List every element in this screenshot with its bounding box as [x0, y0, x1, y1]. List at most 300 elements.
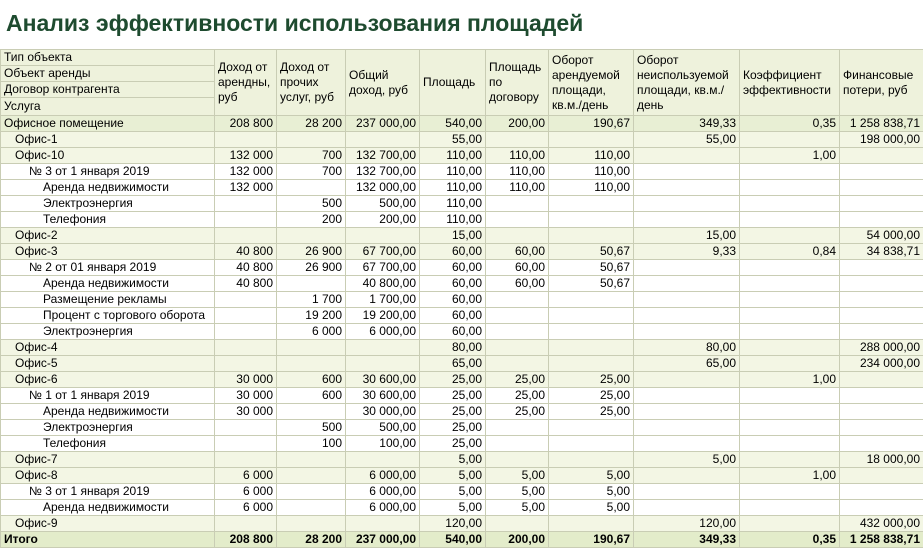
cell-losses — [840, 212, 923, 228]
cell-turnover-unused — [634, 164, 740, 180]
cell-turnover-rented: 110,00 — [549, 148, 634, 164]
cell-other — [277, 404, 346, 420]
cell-turnover-rented: 50,67 — [549, 260, 634, 276]
header-other-income[interactable]: Доход от прочих услуг, руб — [277, 50, 346, 116]
total-income: 237 000,00 — [346, 532, 420, 548]
cell-total: 6 000,00 — [346, 484, 420, 500]
cell-turnover-rented: 110,00 — [549, 180, 634, 196]
cell-turnover-rented — [549, 196, 634, 212]
cell-name: Размещение рекламы — [1, 292, 215, 308]
cell-turnover-unused — [634, 276, 740, 292]
cell-total: 200,00 — [346, 212, 420, 228]
cell-total: 67 700,00 — [346, 244, 420, 260]
cell-total: 6 000,00 — [346, 500, 420, 516]
table-row[interactable] — [1, 516, 923, 532]
cell-turnover-unused: 5,00 — [634, 452, 740, 468]
cell-turnover-unused: 55,00 — [634, 132, 740, 148]
cell-rent — [215, 324, 277, 340]
cell-other: 700 — [277, 164, 346, 180]
cell-other — [277, 452, 346, 468]
cell-area-contract: 110,00 — [486, 180, 549, 196]
cell-turnover-rented — [549, 452, 634, 468]
cell-rent: 30 000 — [215, 372, 277, 388]
cell-total: 500,00 — [346, 196, 420, 212]
cell-rent — [215, 356, 277, 372]
cell-other: 28 200 — [277, 116, 346, 132]
table-row[interactable] — [1, 484, 923, 500]
cell-rent — [215, 452, 277, 468]
cell-efficiency — [740, 516, 840, 532]
table-row[interactable] — [1, 116, 923, 132]
cell-rent — [215, 132, 277, 148]
cell-area-contract — [486, 228, 549, 244]
cell-area-contract — [486, 356, 549, 372]
cell-efficiency: 1,00 — [740, 148, 840, 164]
cell-other — [277, 356, 346, 372]
cell-area: 110,00 — [420, 196, 486, 212]
cell-turnover-rented: 5,00 — [549, 468, 634, 484]
cell-area: 25,00 — [420, 388, 486, 404]
cell-area-contract — [486, 420, 549, 436]
cell-other: 500 — [277, 196, 346, 212]
table-row[interactable] — [1, 500, 923, 516]
cell-losses — [840, 500, 923, 516]
cell-name: Телефония — [1, 212, 215, 228]
table-row[interactable] — [1, 340, 923, 356]
cell-turnover-rented: 50,67 — [549, 276, 634, 292]
cell-total: 1 700,00 — [346, 292, 420, 308]
cell-efficiency — [740, 452, 840, 468]
total-turnover-unused: 349,33 — [634, 532, 740, 548]
cell-other — [277, 180, 346, 196]
cell-area-contract — [486, 340, 549, 356]
cell-other — [277, 500, 346, 516]
total-other: 28 200 — [277, 532, 346, 548]
cell-losses: 198 000,00 — [840, 132, 923, 148]
cell-total — [346, 356, 420, 372]
header-group-object[interactable]: Объект аренды — [1, 66, 215, 82]
cell-name: № 3 от 1 января 2019 — [1, 164, 215, 180]
cell-other — [277, 132, 346, 148]
cell-name: № 3 от 1 января 2019 — [1, 484, 215, 500]
table-row[interactable] — [1, 228, 923, 244]
cell-efficiency — [740, 276, 840, 292]
cell-area-contract — [486, 196, 549, 212]
cell-name: Офис-10 — [1, 148, 215, 164]
cell-turnover-unused: 120,00 — [634, 516, 740, 532]
cell-area: 65,00 — [420, 356, 486, 372]
cell-efficiency — [740, 308, 840, 324]
header-area-contract[interactable]: Площадь по договору — [486, 50, 549, 116]
table-row[interactable] — [1, 324, 923, 340]
cell-area-contract: 60,00 — [486, 276, 549, 292]
total-turnover-rented: 190,67 — [549, 532, 634, 548]
cell-name: Офис-4 — [1, 340, 215, 356]
cell-name: Офис-2 — [1, 228, 215, 244]
cell-turnover-unused — [634, 388, 740, 404]
header-turnover-rented[interactable]: Оборот арендуемой площади, кв.м./день — [549, 50, 634, 116]
header-area[interactable]: Площадь — [420, 50, 486, 116]
cell-rent: 132 000 — [215, 164, 277, 180]
cell-efficiency — [740, 324, 840, 340]
cell-area-contract: 25,00 — [486, 404, 549, 420]
cell-other: 700 — [277, 148, 346, 164]
cell-turnover-rented — [549, 308, 634, 324]
table-row[interactable] — [1, 132, 923, 148]
cell-name: Электроэнергия — [1, 324, 215, 340]
cell-turnover-rented — [549, 324, 634, 340]
cell-turnover-unused — [634, 212, 740, 228]
cell-turnover-unused — [634, 308, 740, 324]
cell-total: 30 600,00 — [346, 372, 420, 388]
cell-efficiency: 1,00 — [740, 372, 840, 388]
cell-rent: 6 000 — [215, 468, 277, 484]
cell-area: 5,00 — [420, 468, 486, 484]
table-row[interactable] — [1, 244, 923, 260]
cell-total — [346, 132, 420, 148]
cell-other: 600 — [277, 388, 346, 404]
table-row[interactable] — [1, 196, 923, 212]
cell-rent — [215, 420, 277, 436]
cell-area-contract: 60,00 — [486, 260, 549, 276]
table-row[interactable] — [1, 308, 923, 324]
cell-total — [346, 228, 420, 244]
cell-turnover-unused: 9,33 — [634, 244, 740, 260]
cell-area: 540,00 — [420, 116, 486, 132]
cell-turnover-unused — [634, 468, 740, 484]
cell-area-contract — [486, 324, 549, 340]
cell-area: 110,00 — [420, 148, 486, 164]
cell-losses — [840, 468, 923, 484]
cell-area: 5,00 — [420, 500, 486, 516]
cell-turnover-unused — [634, 404, 740, 420]
cell-turnover-unused — [634, 420, 740, 436]
table-row[interactable] — [1, 388, 923, 404]
cell-efficiency — [740, 340, 840, 356]
table-row[interactable] — [1, 372, 923, 388]
cell-other: 26 900 — [277, 260, 346, 276]
cell-total — [346, 452, 420, 468]
cell-name: Аренда недвижимости — [1, 180, 215, 196]
header-rent-income[interactable]: Доход от арендны, руб — [215, 50, 277, 116]
cell-area: 25,00 — [420, 372, 486, 388]
cell-rent — [215, 308, 277, 324]
total-area: 540,00 — [420, 532, 486, 548]
cell-efficiency: 1,00 — [740, 468, 840, 484]
table-row[interactable] — [1, 436, 923, 452]
cell-losses — [840, 372, 923, 388]
cell-other — [277, 484, 346, 500]
cell-losses — [840, 164, 923, 180]
cell-efficiency — [740, 388, 840, 404]
cell-total: 132 700,00 — [346, 164, 420, 180]
total-row[interactable] — [1, 532, 923, 548]
cell-name: № 1 от 1 января 2019 — [1, 388, 215, 404]
table-row[interactable] — [1, 148, 923, 164]
cell-turnover-unused — [634, 436, 740, 452]
cell-losses — [840, 324, 923, 340]
cell-losses — [840, 308, 923, 324]
cell-area: 120,00 — [420, 516, 486, 532]
cell-efficiency — [740, 228, 840, 244]
cell-turnover-unused — [634, 484, 740, 500]
table-row[interactable] — [1, 468, 923, 484]
cell-total — [346, 516, 420, 532]
cell-losses: 432 000,00 — [840, 516, 923, 532]
cell-name: № 2 от 01 января 2019 — [1, 260, 215, 276]
cell-total — [346, 340, 420, 356]
cell-name: Аренда недвижимости — [1, 404, 215, 420]
cell-turnover-unused: 15,00 — [634, 228, 740, 244]
cell-total: 6 000,00 — [346, 324, 420, 340]
cell-area: 25,00 — [420, 404, 486, 420]
cell-name: Офис-7 — [1, 452, 215, 468]
table-row[interactable] — [1, 260, 923, 276]
cell-name: Процент с торгового оборота — [1, 308, 215, 324]
cell-efficiency — [740, 436, 840, 452]
cell-area-contract — [486, 132, 549, 148]
cell-losses — [840, 292, 923, 308]
cell-area-contract: 110,00 — [486, 148, 549, 164]
table-row[interactable] — [1, 420, 923, 436]
cell-area-contract — [486, 516, 549, 532]
table-row[interactable] — [1, 356, 923, 372]
cell-name: Офис-8 — [1, 468, 215, 484]
cell-efficiency — [740, 132, 840, 148]
header-efficiency[interactable]: Коэффициент эффективности — [740, 50, 840, 116]
cell-turnover-rented: 25,00 — [549, 404, 634, 420]
cell-area-contract: 25,00 — [486, 372, 549, 388]
cell-turnover-rented — [549, 340, 634, 356]
cell-area-contract — [486, 308, 549, 324]
cell-area-contract: 60,00 — [486, 244, 549, 260]
cell-other: 500 — [277, 420, 346, 436]
cell-rent: 208 800 — [215, 116, 277, 132]
cell-other — [277, 228, 346, 244]
cell-turnover-rented: 190,67 — [549, 116, 634, 132]
header-group-contract[interactable]: Договор контрагента — [1, 82, 215, 98]
cell-area-contract: 5,00 — [486, 500, 549, 516]
cell-turnover-rented: 5,00 — [549, 484, 634, 500]
cell-total: 100,00 — [346, 436, 420, 452]
cell-rent: 40 800 — [215, 260, 277, 276]
cell-turnover-rented — [549, 356, 634, 372]
cell-other: 1 700 — [277, 292, 346, 308]
cell-turnover-rented: 5,00 — [549, 500, 634, 516]
cell-area-contract — [486, 452, 549, 468]
cell-rent: 40 800 — [215, 276, 277, 292]
cell-other: 6 000 — [277, 324, 346, 340]
cell-rent: 30 000 — [215, 388, 277, 404]
cell-area: 60,00 — [420, 324, 486, 340]
cell-turnover-unused — [634, 196, 740, 212]
cell-losses: 288 000,00 — [840, 340, 923, 356]
cell-rent — [215, 292, 277, 308]
cell-name: Электроэнергия — [1, 420, 215, 436]
cell-turnover-unused: 349,33 — [634, 116, 740, 132]
cell-turnover-unused — [634, 500, 740, 516]
cell-losses — [840, 196, 923, 212]
cell-efficiency — [740, 196, 840, 212]
total-losses: 1 258 838,71 — [840, 532, 923, 548]
cell-efficiency — [740, 164, 840, 180]
cell-area: 110,00 — [420, 180, 486, 196]
cell-name: Офис-9 — [1, 516, 215, 532]
cell-total: 500,00 — [346, 420, 420, 436]
cell-efficiency: 0,84 — [740, 244, 840, 260]
cell-name: Аренда недвижимости — [1, 276, 215, 292]
cell-losses — [840, 260, 923, 276]
cell-losses — [840, 276, 923, 292]
cell-area: 5,00 — [420, 484, 486, 500]
cell-rent — [215, 228, 277, 244]
cell-efficiency: 0,35 — [740, 116, 840, 132]
cell-losses — [840, 420, 923, 436]
cell-turnover-rented — [549, 292, 634, 308]
cell-area: 60,00 — [420, 292, 486, 308]
cell-efficiency — [740, 420, 840, 436]
header-row — [1, 50, 923, 66]
table-row[interactable] — [1, 276, 923, 292]
cell-name: Электроэнергия — [1, 196, 215, 212]
table-row[interactable] — [1, 180, 923, 196]
cell-total: 132 700,00 — [346, 148, 420, 164]
header-group-type[interactable]: Тип объекта — [1, 50, 215, 66]
table-row[interactable] — [1, 212, 923, 228]
cell-rent: 30 000 — [215, 404, 277, 420]
cell-rent: 6 000 — [215, 484, 277, 500]
table-row[interactable] — [1, 404, 923, 420]
cell-turnover-rented — [549, 228, 634, 244]
cell-area: 25,00 — [420, 436, 486, 452]
cell-losses — [840, 484, 923, 500]
cell-turnover-unused — [634, 292, 740, 308]
cell-other: 100 — [277, 436, 346, 452]
report-table — [0, 49, 923, 548]
cell-losses: 1 258 838,71 — [840, 116, 923, 132]
table-row[interactable] — [1, 452, 923, 468]
cell-efficiency — [740, 260, 840, 276]
cell-total: 237 000,00 — [346, 116, 420, 132]
cell-total: 67 700,00 — [346, 260, 420, 276]
cell-area: 15,00 — [420, 228, 486, 244]
cell-turnover-unused — [634, 372, 740, 388]
header-group-service[interactable]: Услуга — [1, 98, 215, 116]
cell-turnover-unused — [634, 148, 740, 164]
report-title: Анализ эффективности использования площадей — [6, 10, 584, 36]
cell-rent — [215, 436, 277, 452]
cell-name: Офисное помещение — [1, 116, 215, 132]
cell-losses — [840, 404, 923, 420]
cell-area-contract: 200,00 — [486, 116, 549, 132]
cell-area: 110,00 — [420, 164, 486, 180]
cell-area-contract — [486, 292, 549, 308]
header-losses[interactable]: Финансовые потери, руб — [840, 50, 923, 116]
cell-turnover-rented — [549, 516, 634, 532]
cell-turnover-unused — [634, 260, 740, 276]
header-turnover-unused[interactable]: Оборот неиспользуемой площади, кв.м./день — [634, 50, 740, 116]
cell-other: 26 900 — [277, 244, 346, 260]
cell-other — [277, 468, 346, 484]
cell-area-contract: 110,00 — [486, 164, 549, 180]
cell-turnover-rented: 25,00 — [549, 372, 634, 388]
cell-area: 110,00 — [420, 212, 486, 228]
cell-losses — [840, 388, 923, 404]
cell-area: 60,00 — [420, 308, 486, 324]
cell-other: 600 — [277, 372, 346, 388]
cell-area: 60,00 — [420, 276, 486, 292]
cell-rent — [215, 196, 277, 212]
cell-other — [277, 516, 346, 532]
cell-efficiency — [740, 500, 840, 516]
cell-efficiency — [740, 484, 840, 500]
cell-name: Аренда недвижимости — [1, 500, 215, 516]
total-efficiency: 0,35 — [740, 532, 840, 548]
cell-efficiency — [740, 404, 840, 420]
cell-losses: 18 000,00 — [840, 452, 923, 468]
cell-turnover-rented: 110,00 — [549, 164, 634, 180]
cell-turnover-unused — [634, 180, 740, 196]
cell-losses — [840, 148, 923, 164]
cell-efficiency — [740, 292, 840, 308]
cell-losses — [840, 436, 923, 452]
cell-rent: 40 800 — [215, 244, 277, 260]
cell-efficiency — [740, 180, 840, 196]
cell-rent — [215, 340, 277, 356]
table-row[interactable] — [1, 292, 923, 308]
cell-losses: 54 000,00 — [840, 228, 923, 244]
cell-area-contract: 5,00 — [486, 468, 549, 484]
cell-area-contract: 5,00 — [486, 484, 549, 500]
header-total-income[interactable]: Общий доход, руб — [346, 50, 420, 116]
cell-losses: 34 838,71 — [840, 244, 923, 260]
cell-other: 200 — [277, 212, 346, 228]
cell-turnover-unused: 80,00 — [634, 340, 740, 356]
cell-turnover-unused: 65,00 — [634, 356, 740, 372]
cell-other — [277, 276, 346, 292]
cell-area-contract — [486, 436, 549, 452]
cell-area: 55,00 — [420, 132, 486, 148]
cell-area-contract — [486, 212, 549, 228]
cell-total: 132 000,00 — [346, 180, 420, 196]
cell-efficiency — [740, 212, 840, 228]
cell-turnover-rented: 50,67 — [549, 244, 634, 260]
cell-name: Телефония — [1, 436, 215, 452]
cell-efficiency — [740, 356, 840, 372]
cell-area: 60,00 — [420, 244, 486, 260]
cell-name: Офис-3 — [1, 244, 215, 260]
cell-total: 30 000,00 — [346, 404, 420, 420]
cell-rent: 132 000 — [215, 180, 277, 196]
cell-name: Офис-6 — [1, 372, 215, 388]
total-label: Итого — [1, 532, 215, 548]
cell-rent: 6 000 — [215, 500, 277, 516]
cell-total: 6 000,00 — [346, 468, 420, 484]
cell-rent — [215, 212, 277, 228]
cell-turnover-unused — [634, 324, 740, 340]
cell-turnover-rented — [549, 132, 634, 148]
cell-turnover-rented — [549, 436, 634, 452]
cell-name: Офис-1 — [1, 132, 215, 148]
cell-losses: 234 000,00 — [840, 356, 923, 372]
cell-rent: 132 000 — [215, 148, 277, 164]
cell-other — [277, 340, 346, 356]
total-rent: 208 800 — [215, 532, 277, 548]
cell-area: 60,00 — [420, 260, 486, 276]
cell-total: 30 600,00 — [346, 388, 420, 404]
cell-total: 19 200,00 — [346, 308, 420, 324]
table-row[interactable] — [1, 164, 923, 180]
